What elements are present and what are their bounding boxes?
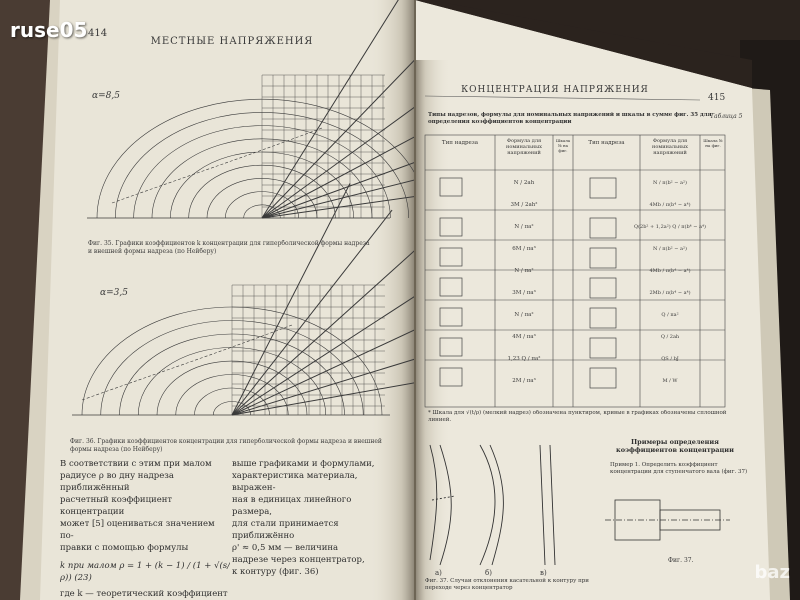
body-line: расчетный коэффициент концентрации (60, 495, 173, 517)
bottom-watermark: baz (754, 562, 790, 583)
panel-label-a: а) (435, 569, 442, 577)
formula-cell: N / πa² (514, 268, 534, 274)
left-page-number: 414 (88, 28, 108, 39)
formula-cell: 2M / πa³ (512, 378, 536, 384)
body-line: может [5] оцениваться значением по- (60, 519, 215, 541)
table-title: Типы надрезов, формулы для номинальных напряжений и шкалы в сумме фиг. 35 для определения коэффициентов концентрации (428, 112, 712, 125)
examples-section-title: Примеры определения коэффициентов концентрации (616, 438, 734, 454)
table-footnote: * Шкала для √(t/ρ) (мелкий надрез) обозначена пунктиром, кривые в графиках обозначены сплошной линией. (428, 410, 727, 423)
left-body-text (60, 458, 230, 598)
watermark-text: ruse05 (10, 18, 88, 42)
body-line: ρ' ≈ 0,5 мм — величина (232, 543, 339, 553)
formula-cell: 1,23 Q / πa² (507, 356, 541, 362)
formula-23: k при малом ρ = 1 + (k − 1) / (1 + √(s/ρ)) (23) (60, 561, 230, 583)
figure-35-caption: Фиг. 35. Графики коэффициентов k концентрации для гиперболической формы надреза и внешней формы надреза (по Нейберу) (88, 240, 370, 255)
table-header: Формула для номинальных напряжений (652, 138, 688, 156)
formula-cell: Q / πa² (661, 312, 679, 318)
figure-37-caption: Фиг. 37. Случаи отклонения касательной к контуру при переходе через концентратор (425, 578, 589, 591)
body-line: где k — теоретический коэффициент (60, 589, 228, 598)
figure-37-label: Фиг. 37. (668, 557, 694, 564)
formula-cell: 3M / 2ah² (510, 202, 538, 208)
body-line: В соответствии с этим при малом (60, 459, 212, 469)
example-1-text: Пример 1. Определить коэффициент концентрации для ступенчатого вала (фиг. 37) (610, 462, 748, 475)
right-page-number: 415 (708, 93, 726, 103)
body-line: к контуру (фиг. 36) (232, 567, 319, 577)
table-header: Тип надреза (588, 140, 625, 146)
formula-cell: N / πa² (514, 224, 534, 230)
body-line: ная в единицах линейного размера, (232, 495, 352, 517)
formula-cell: N / π(b² − a²) (653, 246, 687, 252)
body-line: правки с помощью формулы (60, 543, 189, 553)
table-header: Формула для номинальных напряжений (506, 138, 542, 156)
left-right-column-text (232, 458, 382, 578)
table-header: Шкала № на фиг. (555, 138, 571, 153)
right-running-head: КОНЦЕНТРАЦИЯ НАПРЯЖЕНИЯ (461, 85, 649, 95)
formula-cell: M / W (662, 378, 678, 384)
table-label: Таблица 5 (710, 113, 743, 120)
formula-cell: N / 2ah (513, 180, 535, 186)
left-running-head: МЕСТНЫЕ НАПРЯЖЕНИЯ (150, 36, 314, 47)
figure-36-caption: Фиг. 36. Графики коэффициентов концентрации для гиперболической формы надреза и внешней формы надреза (по Нейберу) (70, 438, 382, 453)
formula-cell: 4M / πa³ (512, 334, 536, 340)
formula-cell: 3M / πa³ (512, 290, 536, 296)
formula-cell: 2Mb / π(b⁴ − a⁴) (649, 290, 691, 296)
formula-cell: Q / 2ah (660, 334, 680, 340)
formula-cell: N / πa² (514, 312, 534, 318)
formula-cell: 4Mb / π(b⁴ − a⁴) (649, 202, 691, 208)
body-line: характеристика материала, выражен- (232, 471, 358, 493)
panel-label-c: в) (540, 569, 547, 577)
formula-cell: QS / bJ (661, 356, 679, 362)
body-line: надрезе через концентратор, (232, 555, 365, 565)
bottom-chart-alpha-label: α=3,5 (100, 288, 128, 298)
right-page (415, 0, 770, 600)
body-line: радиусе ρ во дну надреза приближённый (60, 471, 174, 493)
formula-cell: Q(2b² + 1,2a²) Q / π(b⁴ − a⁴) (634, 224, 706, 230)
body-line: выше графиками и формулами, (232, 459, 375, 469)
body-line: для стали принимается приближённо (232, 519, 339, 541)
panel-label-b: б) (485, 569, 492, 577)
table-header: Шкала № на фиг. (703, 138, 723, 148)
top-chart-alpha-label: α=8,5 (92, 91, 120, 101)
table-header: Тип надреза (441, 140, 479, 146)
formula-cell: 6M / πa³ (512, 246, 536, 252)
formula-cell: N / π(b² − a²) (653, 180, 687, 186)
formula-cell: 4Mb / π(b⁴ − a⁴) (649, 268, 691, 274)
